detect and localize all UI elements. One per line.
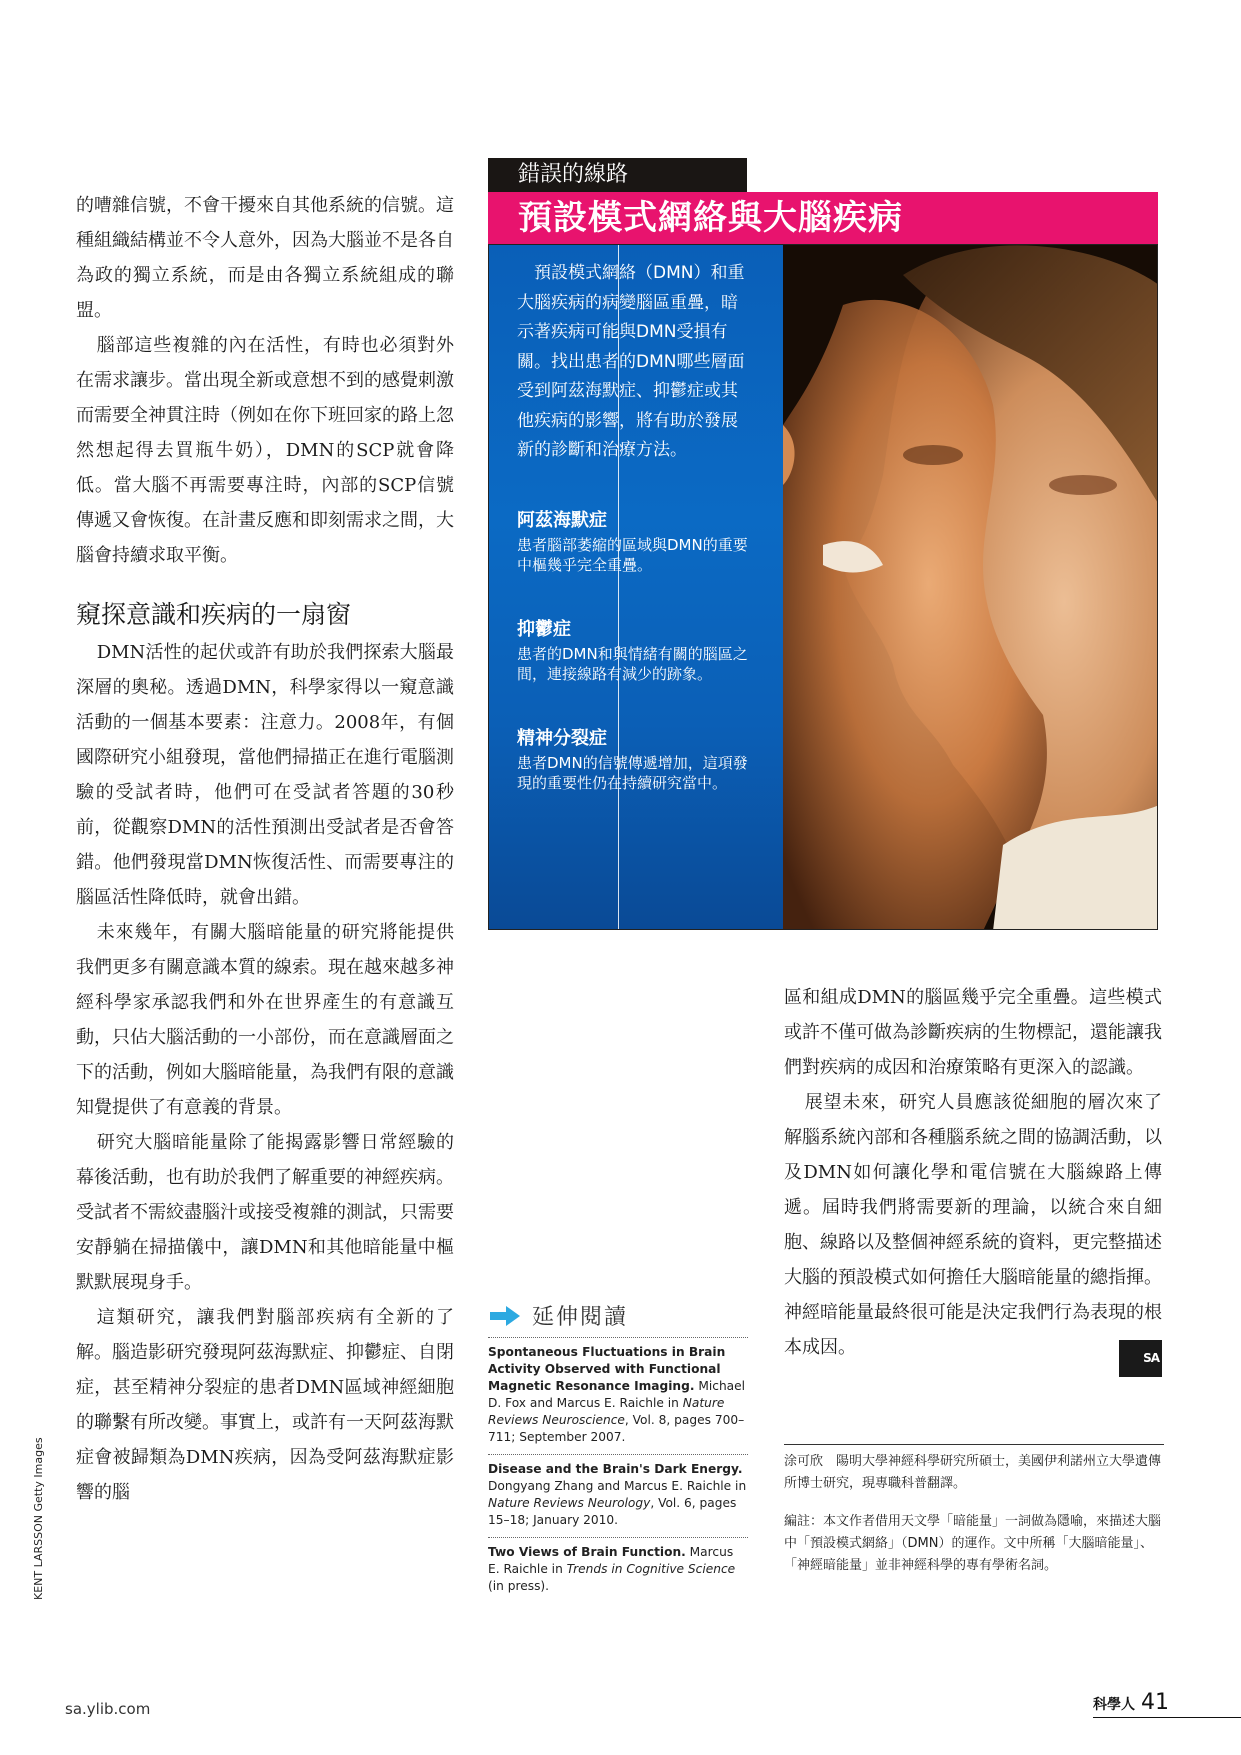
site-url: sa.ylib.com — [65, 1700, 151, 1718]
reference-journal: Nature Reviews Neurology — [488, 1496, 651, 1510]
further-reading — [488, 1300, 748, 1603]
body-paragraph: 研究大腦暗能量除了能揭露影響日常經驗的幕後活動，也有助於我們了解重要的神經疾病。受試者不需絞盡腦汁或接受複雜的測試，只需要安靜躺在掃描儀中，讓DMN和其他暗能量中樞默默展現身手。 — [76, 1132, 454, 1293]
reference-item — [488, 1338, 748, 1455]
further-reading-header — [488, 1300, 748, 1338]
sidebar-intro: 預設模式網絡（DMN）和重大腦疾病的病變腦區重疊，暗示著疾病可能與DMN受損有關。找出患者的DMN哪些層面受到阿茲海默症、抑鬱症或其他疾病的影響，將有助於發展新的診斷和治療方法。 — [517, 263, 745, 460]
reference-details: , Vol. 8, pages 700–711; September 2007. — [488, 1413, 745, 1444]
face-photo — [783, 245, 1157, 929]
sidebar-title: 預設模式網絡與大腦疾病 — [488, 192, 1158, 244]
face-photo-illustration — [783, 245, 1157, 929]
body-paragraph — [784, 1085, 1162, 1365]
notes-divider — [784, 1444, 1164, 1445]
reference-item — [488, 1455, 748, 1538]
reference-details: (in press). — [488, 1579, 550, 1593]
page-number: 41 — [1141, 1690, 1169, 1715]
author-notes — [784, 1444, 1164, 1577]
reference-details: , Vol. 6, pages 15–18; January 2010. — [488, 1496, 737, 1527]
reference-title: Two Views of Brain Function. — [488, 1545, 686, 1559]
reference-authors: Dongyang Zhang and Marcus E. Raichle in — [488, 1479, 747, 1493]
sidebar-text — [517, 259, 753, 793]
reference-journal: Trends in Cognitive Science — [566, 1562, 736, 1576]
sidebar-body — [488, 244, 1158, 930]
disease-desc: 患者DMN的信號傳遞增加，這項發現的重要性仍在持續研究當中。 — [517, 753, 748, 792]
reference-title: Spontaneous Fluctuations in Brain Activity Observed with Functional Magnetic Resonance Imaging. — [488, 1345, 726, 1393]
page-folio — [1093, 1690, 1241, 1718]
reference-journal: Nature Reviews Neuroscience — [488, 1396, 725, 1427]
disease-name: 阿茲海默症 — [517, 509, 607, 531]
disease-name: 抑鬱症 — [517, 618, 571, 640]
folio-rule — [1093, 1717, 1241, 1718]
body-paragraph: 未來幾年，有關大腦暗能量的研究將能提供我們更多有關意識本質的線索。現在越來越多神經科學家承認我們和外在世界產生的有意識互動，只佔大腦活動的一小部份，而在意識層面之下的活動，例如大腦暗能量，為我們有限的意識知覺提供了有意義的背景。 — [76, 922, 454, 1118]
sidebar-kicker: 錯誤的線路 — [488, 158, 747, 192]
end-mark-badge: SA — [1119, 1340, 1162, 1377]
arrow-right-icon — [488, 1305, 522, 1327]
section-heading: 窺探意識和疾病的一扇窗 — [76, 600, 352, 629]
translator-bio: 涂可欣 陽明大學神經科學研究所碩士，美國伊利諾州立大學遺傳所博士研究，現專職科普翻譯。 — [784, 1454, 1162, 1491]
reference-authors: Marcus E. Raichle in — [488, 1545, 734, 1576]
editor-note: 編註：本文作者借用天文學「暗能量」一詞做為隱喻，來描述大腦中「預設模式網絡」（DMN）的運作。文中所稱「大腦暗能量」、「神經暗能量」並非神經科學的專有學術名詞。 — [784, 1514, 1162, 1573]
body-paragraph: 的嘈雜信號，不會干擾來自其他系統的信號。這種組織結構並不令人意外，因為大腦並不是各自為政的獨立系統，而是由各獨立系統組成的聯盟。 — [76, 195, 454, 321]
body-paragraph-text: 展望未來，研究人員應該從細胞的層次來了解腦系統內部和各種腦系統之間的協調活動，以及DMN如何讓化學和電信號在大腦線路上傳遞。屆時我們將需要新的理論，以統合來自細胞、線路以及整個神經系統的資料，更完整描述大腦的預設模式如何擔任大腦暗能量的總指揮。神經暗能量最終很可能是決定我們行為表現的根本成因。 — [784, 1092, 1162, 1358]
reference-authors: Michael D. Fox and Marcus E. Raichle in — [488, 1379, 746, 1410]
disease-alzheimers — [517, 506, 753, 575]
left-text-column — [76, 188, 454, 1510]
reference-item — [488, 1538, 748, 1603]
sidebar-box — [488, 158, 1158, 930]
further-reading-title: 延伸閱讀 — [532, 1305, 629, 1330]
disease-desc: 患者的DMN和與情緒有關的腦區之間，連接線路有減少的跡象。 — [517, 644, 748, 683]
disease-depression — [517, 615, 753, 684]
disease-desc: 患者腦部萎縮的區域與DMN的重要中樞幾乎完全重疊。 — [517, 535, 748, 574]
body-paragraph: 這類研究，讓我們對腦部疾病有全新的了解。腦造影研究發現阿茲海默症、抑鬱症、自閉症，甚至精神分裂症的患者DMN區域神經細胞的聯繫有所改變。事實上，或許有一天阿茲海默症會被歸類為DMN疾病，因為受阿茲海默症影響的腦 — [76, 1307, 454, 1503]
right-text-column — [784, 980, 1162, 1377]
magazine-name: 科學人 — [1093, 1697, 1135, 1713]
body-paragraph: 區和組成DMN的腦區幾乎完全重疊。這些模式或許不僅可做為診斷疾病的生物標記，還能讓我們對疾病的成因和治療策略有更深入的認識。 — [784, 987, 1162, 1078]
photo-credit: KENT LARSSON Getty Images — [32, 1437, 45, 1600]
disease-name: 精神分裂症 — [517, 727, 607, 749]
disease-schizophrenia — [517, 724, 753, 793]
reference-title: Disease and the Brain's Dark Energy. — [488, 1462, 743, 1476]
body-paragraph: DMN活性的起伏或許有助於我們探索大腦最深層的奧秘。透過DMN，科學家得以一窺意識活動的一個基本要素：注意力。2008年，有個國際研究小組發現，當他們掃描正在進行電腦測驗的受試者時，他們可在受試者答題的30秒前，從觀察DMN的活性預測出受試者是否會答錯。他們發現當DMN恢復活性、而需要專注的腦區活性降低時，就會出錯。 — [76, 642, 454, 908]
body-paragraph: 腦部這些複雜的內在活性，有時也必須對外在需求讓步。當出現全新或意想不到的感覺刺激而需要全神貫注時（例如在你下班回家的路上忽然想起得去買瓶牛奶），DMN的SCP就會降低。當大腦不再需要專注時，內部的SCP信號傳遞又會恢復。在計畫反應和即刻需求之間，大腦會持續求取平衡。 — [76, 335, 454, 566]
